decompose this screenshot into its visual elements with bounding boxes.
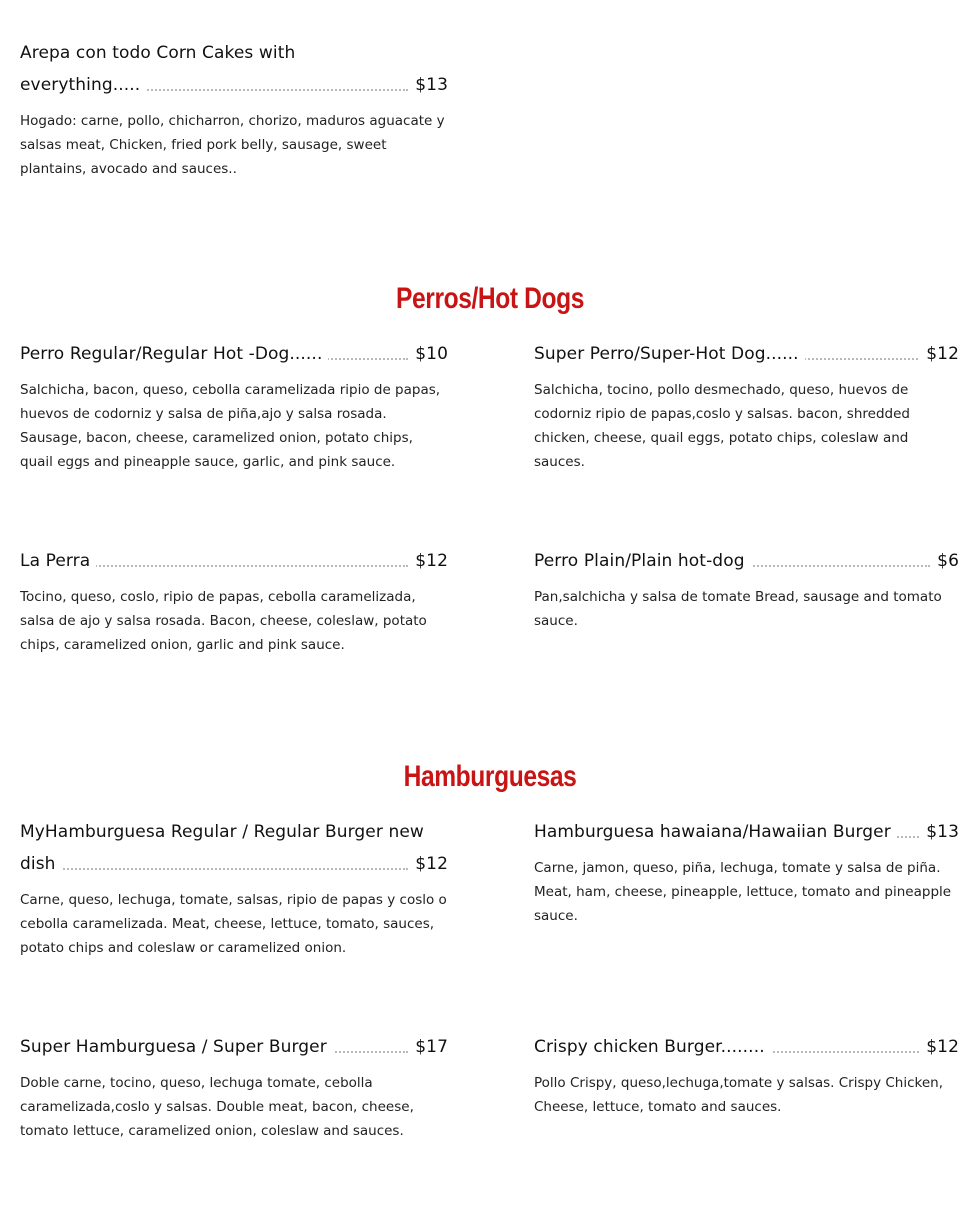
item-name-row [534,816,962,848]
item-name-line1: MyHamburguesa Regular / Regular Burger new [20,822,424,842]
item-price: $10 [409,338,448,370]
item-description: Pollo Crispy, queso,lechuga,tomate y salsas. Crispy Chicken, Cheese, lettuce, tomato and sauces. [534,1075,943,1115]
item-name-row [20,816,448,880]
item-price: $13 [920,816,959,848]
item-name: Super Hamburguesa / Super Burger [20,1037,333,1057]
dot-leader [92,565,408,567]
item-name: Super Perro/Super-Hot Dog...... [534,344,805,364]
menu-item-arepa [20,37,448,181]
item-price: $12 [409,848,448,880]
menu-item-hamburguesa-regular [20,816,448,960]
dot-leader [60,868,408,870]
item-name-line2-row [20,848,448,880]
menu-item-perro-plain [534,545,962,633]
item-description: Doble carne, tocino, queso, lechuga tomate, cebolla caramelizada,coslo y salsas. Double meat, bacon, cheese, tomato lettuce, caramelized onion, coleslaw and sauces. [20,1075,414,1139]
dot-leader [140,89,408,91]
item-name: Perro Plain/Plain hot-dog [534,551,751,571]
item-description: Tocino, queso, coslo, ripio de papas, cebolla caramelizada, salsa de ajo y salsa rosada. Bacon, cheese, coleslaw, potato chips, caramelized onion, garlic and pink sauce. [20,589,427,653]
menu-item-la-perra [20,545,448,657]
item-price: $12 [920,1031,959,1063]
item-price: $12 [409,545,448,577]
section-title-hamburguesas: Hamburguesas [403,760,577,793]
item-name-line2-row [20,69,448,101]
item-name: Hamburguesa hawaiana/Hawaiian Burger [534,822,897,842]
menu-item-perro-regular [20,338,448,474]
item-description: Carne, queso, lechuga, tomate, salsas, ripio de papas y coslo o cebolla caramelizada. Meat, cheese, lettuce, tomato, sauces, potato chips and coleslaw or caramelized onion. [20,892,447,956]
item-description: Carne, jamon, queso, piña, lechuga, tomate y salsa de piña. Meat, ham, cheese, pineapple, lettuce, tomato and pineapple sauce. [534,860,952,924]
item-description: Salchicha, tocino, pollo desmechado, queso, huevos de codorniz ripio de papas,coslo y salsas. bacon, shredded chicken, cheese, quail eggs, potato chips, coleslaw and sauces. [534,382,910,470]
item-description: Pan,salchicha y salsa de tomate Bread, sausage and tomato sauce. [534,589,942,629]
item-name-row [20,545,448,577]
menu-item-hamburguesa-hawaiana [534,816,962,928]
item-name-line1: Arepa con todo Corn Cakes with [20,43,296,63]
menu-item-super-perro [534,338,962,474]
item-price: $12 [920,338,959,370]
dot-leader [734,565,930,567]
item-name-line2: dish [20,854,62,874]
item-price: $17 [409,1031,448,1063]
item-name-row [20,338,448,370]
menu-item-super-hamburguesa [20,1031,448,1143]
item-name: Perro Regular/Regular Hot -Dog...... [20,344,328,364]
item-name-row [20,1031,448,1063]
dot-leader [758,1051,922,1053]
item-description: Hogado: carne, pollo, chicharron, chorizo, maduros aguacate y salsas meat, Chicken, fried pork belly, sausage, sweet plantains, avocado and sauces.. [20,113,445,177]
item-description: Salchicha, bacon, queso, cebolla caramelizada ripio de papas, huevos de codorniz y salsa de piña,ajo y salsa rosada. Sausage, bacon, cheese, caramelized onion, potato chips, quail eggs and pineapple sauce, garlic, and pink sauce. [20,382,441,470]
item-name-row [20,37,448,101]
section-title-hot-dogs: Perros/Hot Dogs [396,282,584,315]
item-name-row [534,338,962,370]
item-price: $13 [409,69,448,101]
item-name-row [534,1031,962,1063]
item-price: $6 [931,545,959,577]
item-name-line2: everything..... [20,75,146,95]
dot-leader [789,358,922,360]
menu-item-crispy-chicken-burger [534,1031,962,1119]
item-name: La Perra [20,551,96,571]
item-name: Crispy chicken Burger........ [534,1037,771,1057]
item-name-row [534,545,962,577]
